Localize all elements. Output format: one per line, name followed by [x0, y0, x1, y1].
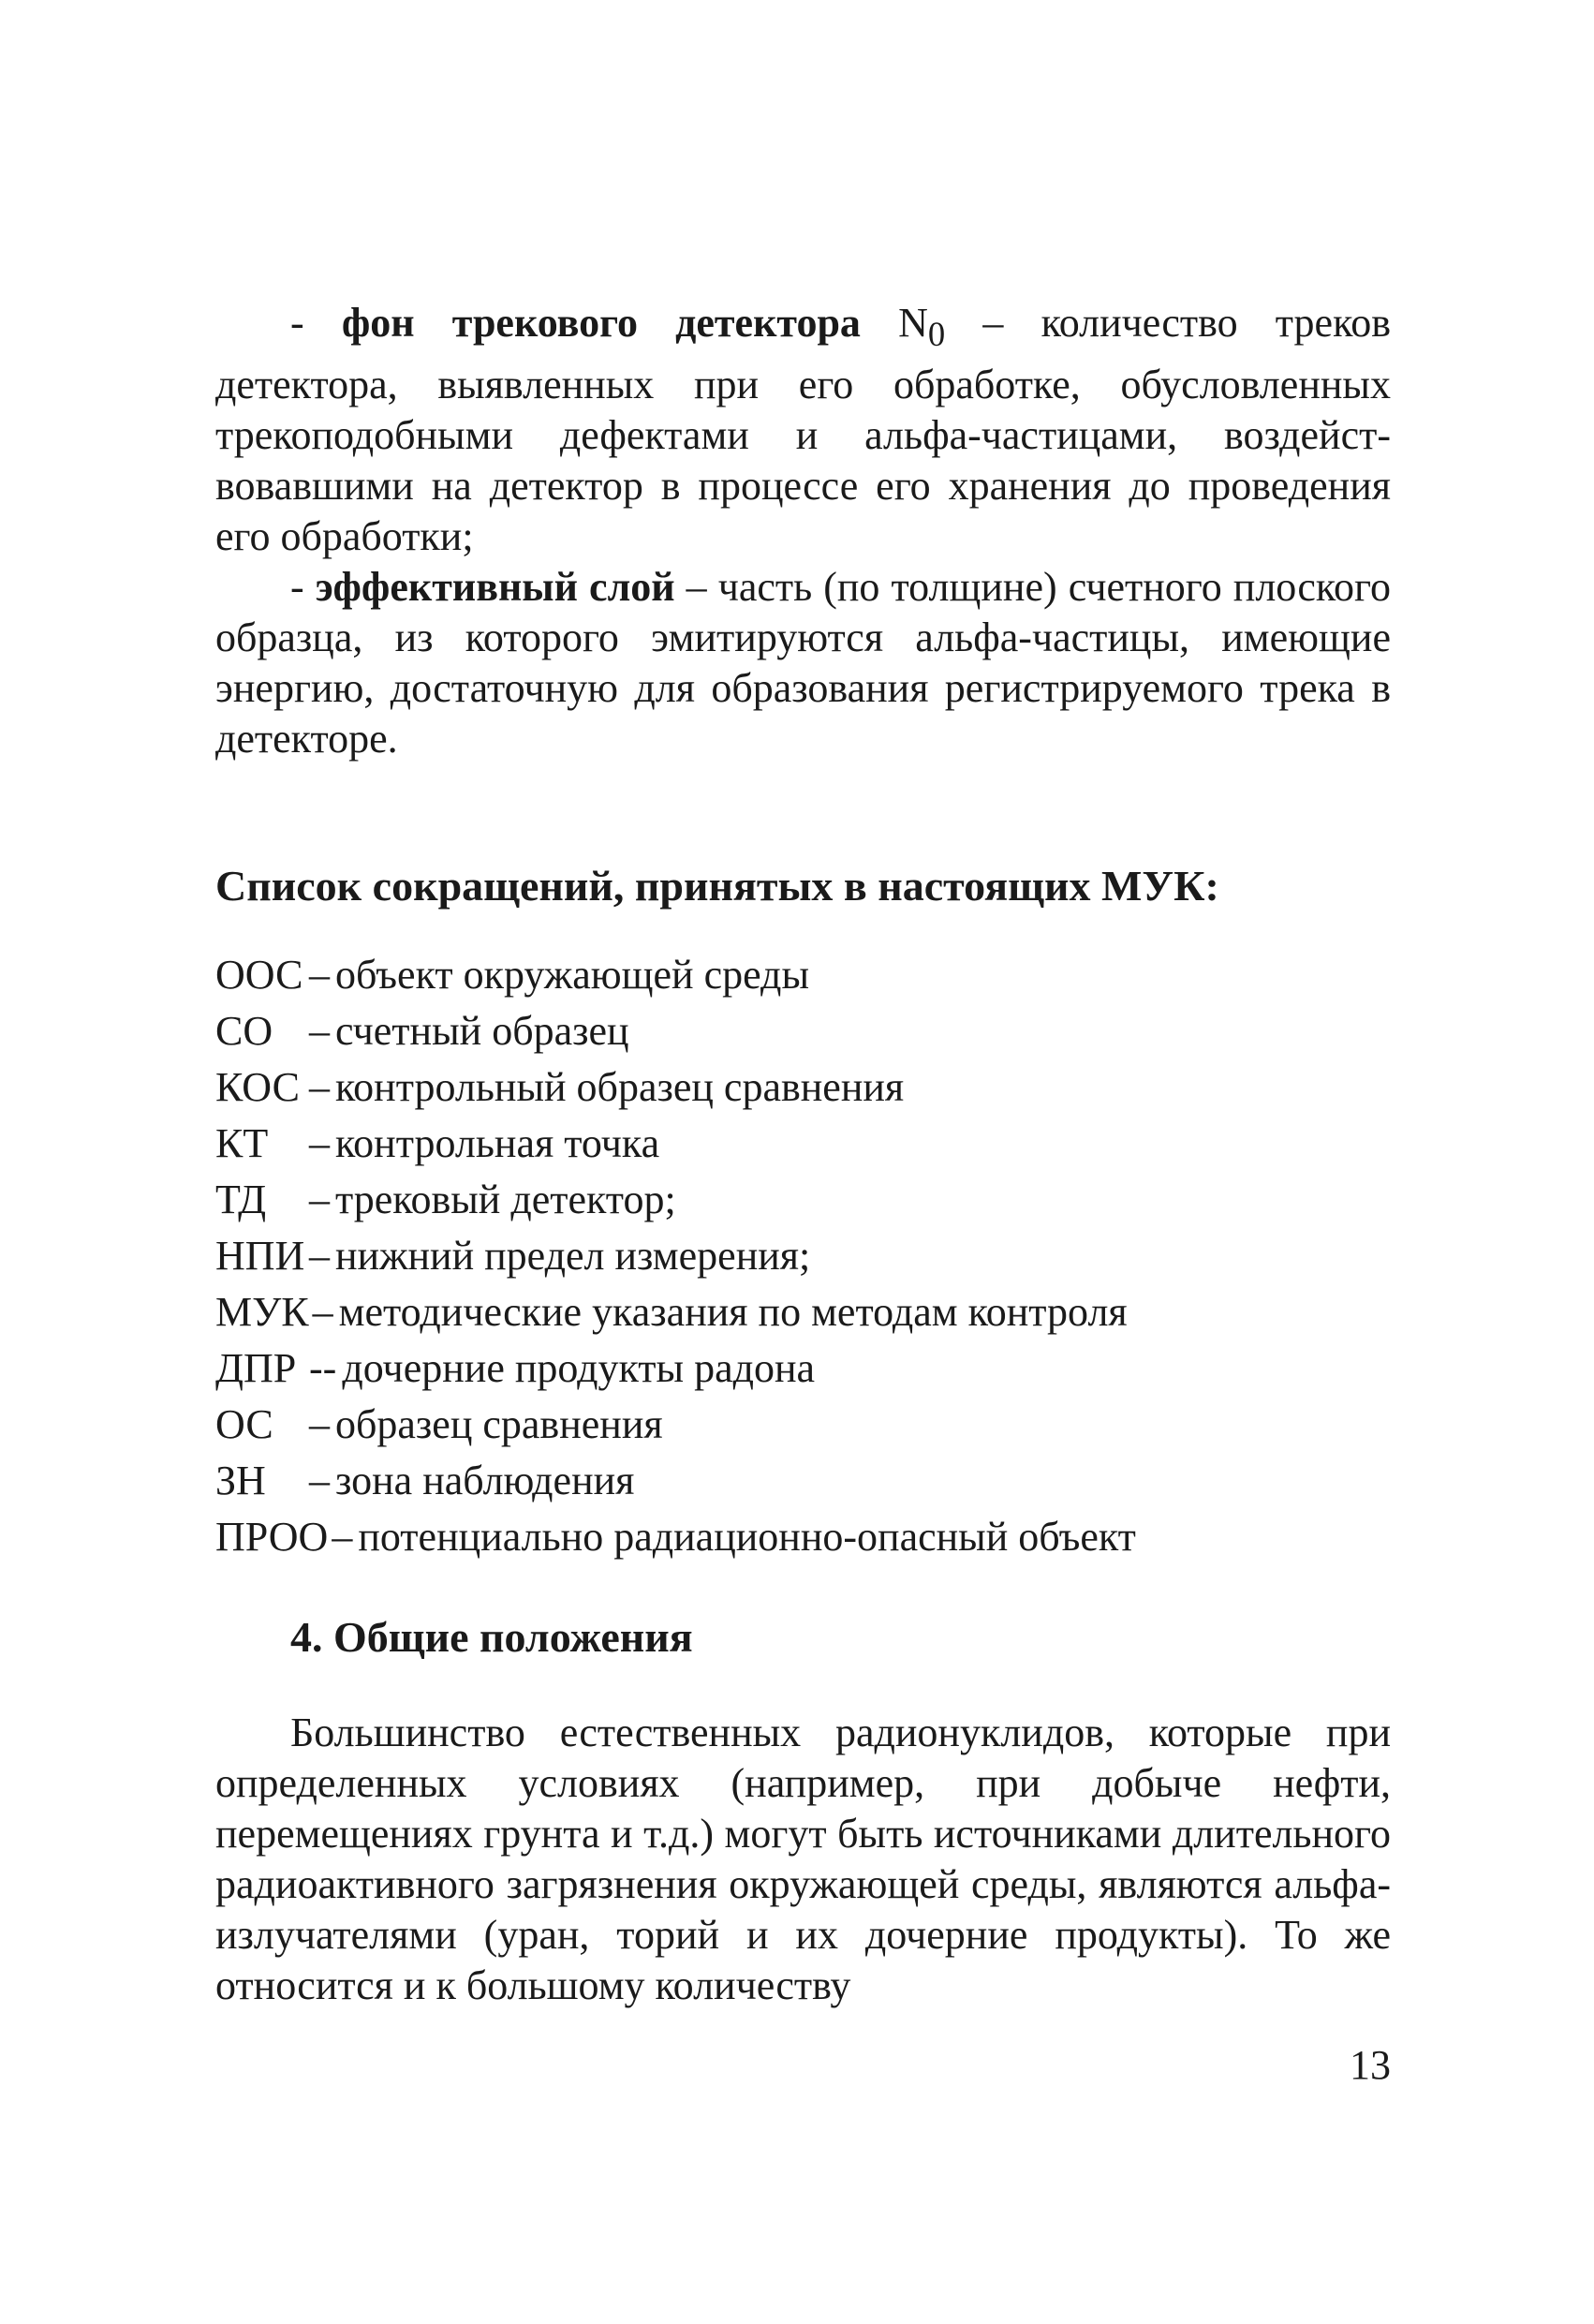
abbreviation-meaning: потенциально радиационно-опасный объект [358, 1514, 1136, 1560]
abbreviation-separator: – [309, 1458, 330, 1503]
abbreviation-separator: – [309, 1177, 330, 1222]
abbreviation-separator: – [312, 1289, 333, 1335]
abbreviation-row [215, 1172, 1391, 1228]
definition-term: фон трекового детектора [341, 300, 861, 346]
definition-prefix: - [290, 300, 342, 346]
abbreviation-row [215, 1059, 1391, 1116]
abbreviation-meaning: зона наблюдения [335, 1458, 635, 1503]
definition-effective-layer [215, 562, 1391, 764]
abbreviation-row [215, 1116, 1391, 1172]
abbreviation-row [215, 1003, 1391, 1059]
definition-track-detector-background [215, 298, 1391, 562]
abbreviation-meaning: объект окружающей среды [335, 952, 809, 998]
definition-symbol: N [898, 300, 928, 346]
abbreviation-separator: -- [309, 1345, 337, 1391]
abbreviation-code: ТД [215, 1177, 267, 1222]
abbreviation-separator: – [309, 952, 330, 998]
abbreviations-list [215, 947, 1391, 1565]
abbreviation-row [215, 1509, 1391, 1565]
section-paragraph: Большинство естественных радионуклидов, которые при определенных условиях (например, при добыче нефти, перемещениях грунта и т.д.) могут быть источниками длительного радиоактивного загрязнения окружающей среды, являются альфа-излучателями (уран, торий и их дочерние продукты). То же относится и к большому количеству [215, 1710, 1391, 2008]
abbreviation-row [215, 1228, 1391, 1284]
abbreviation-code: ПРОО [215, 1514, 329, 1560]
abbreviation-separator: – [309, 1120, 330, 1166]
definition-symbol-subscript: 0 [927, 314, 946, 353]
definition-text: – количество треков детектора, выявленных при его обработке, обусловленных трекоподобными дефектами и альфа-частицами, воздейст-вовавшими на детектор в процессе его хранения до проведения его обработки; [215, 300, 1391, 559]
abbreviation-row [215, 947, 1391, 1003]
abbreviation-meaning: контрольная точка [335, 1120, 660, 1166]
abbreviation-meaning: образец сравнения [335, 1401, 663, 1447]
abbreviation-separator: – [332, 1514, 353, 1560]
abbreviation-meaning: дочерние продукты радона [342, 1345, 816, 1391]
section-heading: 4. Общие положения [290, 1613, 693, 1661]
abbreviation-meaning: нижний предел измерения; [335, 1233, 811, 1279]
abbreviation-meaning: методические указания по методам контроля [338, 1289, 1128, 1335]
abbreviation-code: ДПР [215, 1345, 297, 1391]
abbreviation-code: СО [215, 1008, 273, 1054]
abbreviation-code: ЗН [215, 1458, 266, 1503]
abbreviation-row [215, 1397, 1391, 1453]
definition-text: – часть (по толщине) счетного плоского образца, из которого эмитируются альфа-частицы, имеющие энергию, достаточную для образования регистрируемого трека в детекторе. [215, 563, 1392, 762]
abbreviation-row [215, 1284, 1391, 1340]
abbreviation-code: ООС [215, 952, 303, 998]
page-number: 13 [1350, 2042, 1391, 2088]
abbreviation-meaning: трековый детектор; [335, 1177, 676, 1222]
abbreviation-code: КОС [215, 1064, 300, 1110]
abbreviation-separator: – [309, 1008, 330, 1054]
abbreviation-separator: – [309, 1064, 330, 1110]
abbreviation-row [215, 1453, 1391, 1509]
definitions-block [215, 298, 1391, 764]
abbreviation-code: КТ [215, 1120, 269, 1166]
abbreviation-code: МУК [215, 1289, 309, 1335]
abbreviations-heading: Список сокращений, принятых в настоящих МУК: [215, 862, 1219, 910]
definition-term: эффективный слой [315, 563, 675, 610]
abbreviation-code: НПИ [215, 1233, 305, 1279]
abbreviation-code: ОС [215, 1401, 273, 1447]
abbreviation-separator: – [309, 1401, 330, 1447]
definition-prefix: - [290, 563, 316, 610]
abbreviation-meaning: счетный образец [335, 1008, 629, 1054]
abbreviation-separator: – [309, 1233, 330, 1279]
abbreviation-meaning: контрольный образец сравнения [335, 1064, 905, 1110]
abbreviation-row [215, 1340, 1391, 1397]
section-body [215, 1708, 1391, 2011]
